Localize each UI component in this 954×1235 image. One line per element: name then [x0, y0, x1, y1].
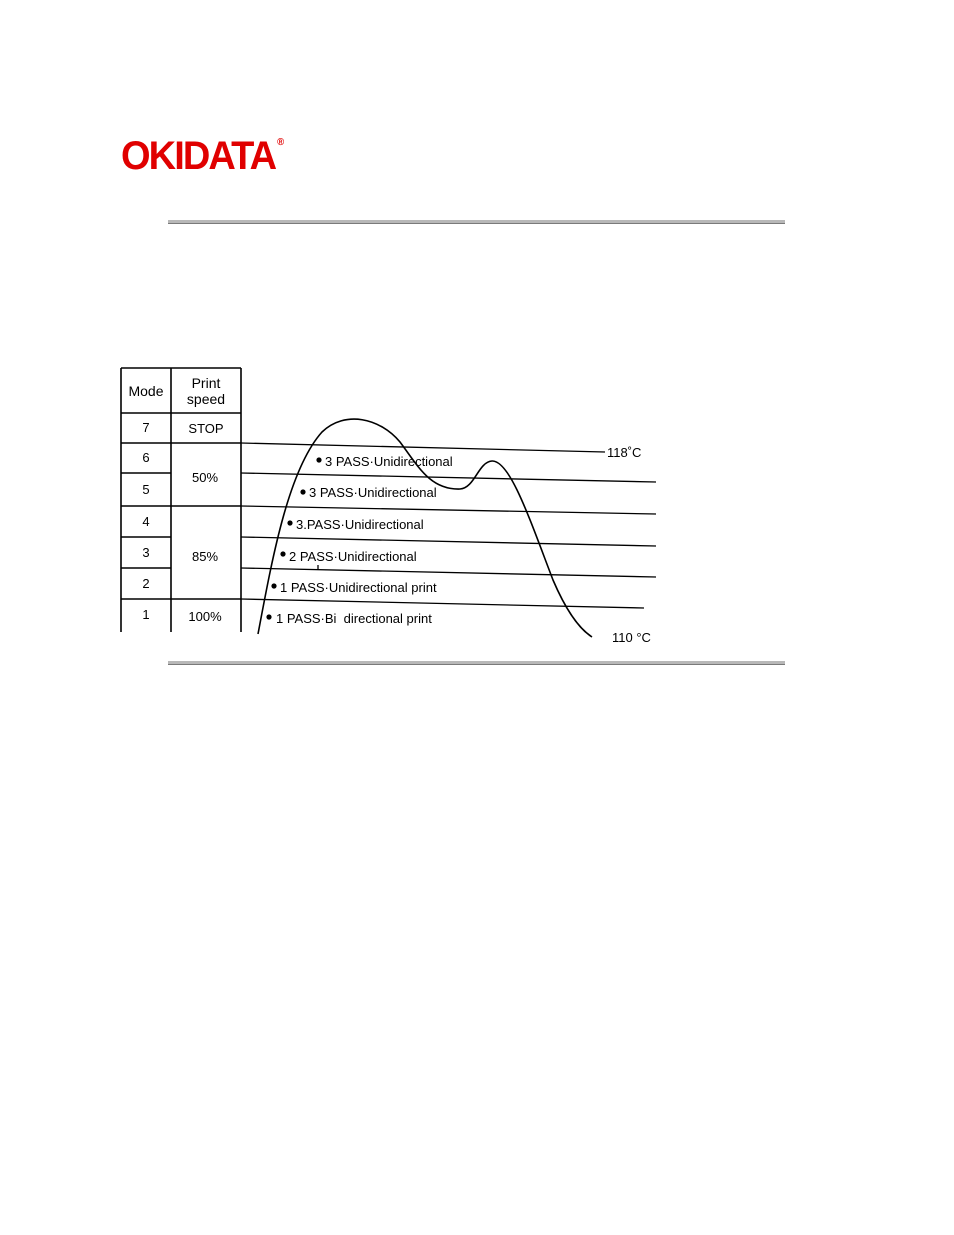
- mode-6: 6: [142, 450, 150, 465]
- pass-label-mode4: 3.PASS·Unidirectional: [296, 517, 424, 532]
- bullet-mode5: [300, 489, 305, 494]
- pass-label-mode1: 1 PASS·Bi directional print: [276, 611, 432, 626]
- pass-label-mode3: 2 PASS·Unidirectional: [289, 549, 417, 564]
- mode-4: 4: [142, 514, 150, 529]
- speed-100: 100%: [188, 609, 222, 624]
- mode-7: 7: [142, 420, 150, 435]
- bottom-divider: [168, 661, 785, 665]
- bullet-mode3: [280, 551, 285, 556]
- bullet-mode1: [266, 614, 271, 619]
- header-mode: Mode: [128, 383, 164, 399]
- mode-2: 2: [142, 576, 150, 591]
- mode-table-grid: [121, 368, 241, 632]
- speed-stop: STOP: [188, 421, 224, 436]
- mode-1: 1: [142, 607, 150, 622]
- speed-50: 50%: [191, 470, 219, 485]
- mode-3: 3: [142, 545, 150, 560]
- header-speed: speed: [186, 391, 226, 407]
- bullet-mode6: [316, 457, 321, 462]
- bullet-mode2: [271, 583, 276, 588]
- speed-85: 85%: [191, 549, 219, 564]
- pass-label-mode5: 3 PASS·Unidirectional: [309, 485, 437, 500]
- pass-label-mode2: 1 PASS·Unidirectional print: [280, 580, 437, 595]
- header-print: Print: [191, 375, 221, 391]
- registered-mark: ®: [277, 137, 285, 148]
- temp-low-label: 110 °C: [612, 630, 651, 645]
- pass-label-mode6: 3 PASS·Unidirectional: [325, 454, 453, 469]
- logo-text: OKIDATA: [121, 134, 276, 178]
- temp-high-label: 118˚C: [607, 445, 642, 460]
- mode-5: 5: [142, 482, 150, 497]
- bullet-mode4: [287, 520, 292, 525]
